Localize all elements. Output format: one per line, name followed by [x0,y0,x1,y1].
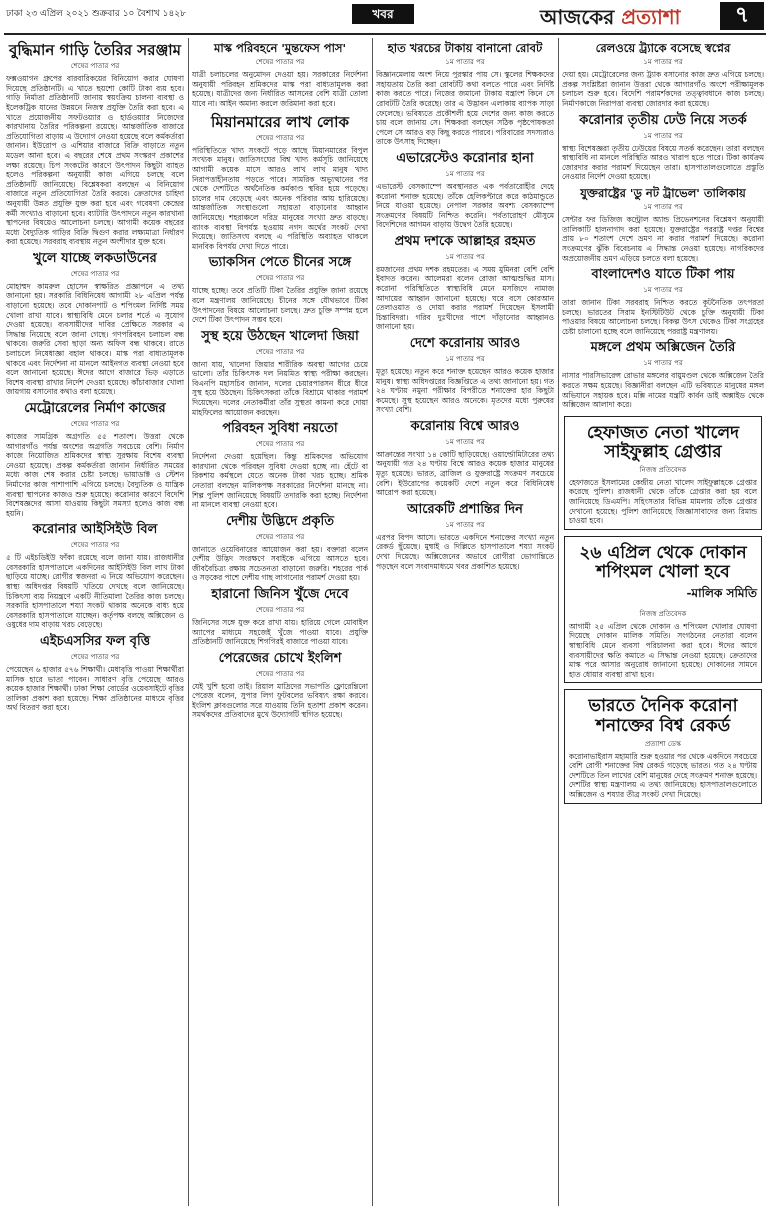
story-byline: ১ম পাতার পর [445,354,485,363]
story-body: রমজানের প্রথম দশক রহমতের। এ সময় মুমিনরা বেশি বেশি ইবাদত করেন। আলেমরা বলেন রোজা আত্মশুদ্ধির মাস। করোনা পরিস্থিতিতে স্বাস্থ্যবিধি মেনে মসজিদে নামাজ আদায়ের আহ্বান জানানো হয়েছে। ঘরে বসে কোরআন তেলাওয়াত ও দোয়া করার পরামর্শ দিয়েছেন ইসলামী চিন্তাবিদরা। গরিব দুঃখীদের পাশে দাঁড়ানোর আহ্বানও জানানো হয়। [376,264,554,332]
story-byline: শেষের পাতার পর [70,652,120,661]
news-story [192,330,368,418]
story-headline: খুলে যাচ্ছে লকডাউনের [33,250,157,266]
story-body: স্বাস্থ্য বিশেষজ্ঞরা তৃতীয় ঢেউয়ের বিষয়ে সতর্ক করেছেন। তারা বলছেন স্বাস্থ্যবিধি না মানলে পরিস্থিতি আরও খারাপ হতে পারে। টিকা কার্যক্রম জোরদার করার পরামর্শ দিয়েছেন তারা। হাসপাতালগুলোতে প্রস্তুতি নেওয়ার নির্দেশ দেওয়া হয়েছে। [562,143,764,182]
story-body: মৃত্যু হয়েছে। নতুন করে শনাক্ত হয়েছেন আরও কয়েক হাজার মানুষ। স্বাস্থ্য অধিদপ্তরের বিজ্ঞপ্তিতে এ তথ্য জানানো হয়। গত ২৪ ঘণ্টায় নমুনা পরীক্ষার বিপরীতে শনাক্তের হার কিছুটা কমেছে। সুস্থ হয়েছেন আরও অনেকে। মৃতদের মধ্যে পুরুষের সংখ্যা বেশি। [376,366,554,415]
news-story [376,152,554,230]
story-headline: করোনার আইসিইউ বিল [32,522,158,538]
story-byline: ১ম পাতার পর [445,520,485,529]
news-story [192,42,368,109]
story-headline: মিয়ানমারের লাখ লোক [211,112,349,131]
story-headline: মাস্ক পরিবহনে 'মুন্তফেস পাস' [213,41,347,55]
news-story [562,341,764,409]
story-headline: দেশে করোনায় আরও [409,335,521,351]
logo-word-2: প্রত্যাশা [621,5,681,29]
story-byline: ১ম পাতার পর [445,169,485,178]
story-byline: শেষের পাতার পর [70,269,120,278]
story-body: নাসার পারসিভারেন্স রোভার মঙ্গলের বায়ুমণ্ডল থেকে অক্সিজেন তৈরি করতে সক্ষম হয়েছে। বিজ্ঞানীরা বলছেন এটি ভবিষ্যতে মানুষের মঙ্গল অভিযানে সহায়ক হবে। মক্সি নামের যন্ত্রটি কার্বন ডাই অক্সাইড থেকে অক্সিজেন আলাদা করে। [562,371,764,410]
story-headline: যুক্তরাষ্ট্রের 'ডু নট ট্রাভেল' তালিকায় [580,185,746,200]
logo-word-1: আজকের [540,5,615,29]
story-subheadline: -মালিক সমিতি [686,585,757,600]
news-story [192,652,368,720]
news-story [376,235,554,332]
story-headline: এইচএসসির ফল বৃত্তি [39,633,151,649]
story-body: আগামী ২৫ এপ্রিল থেকে দোকান ও শপিংমল খোলার ঘোষণা দিয়েছে দোকান মালিক সমিতি। সংগঠনের নেতারা বলেন স্বাস্থ্যবিধি মেনে ব্যবসা পরিচালনা করা হবে। ঈদের আগে ব্যবসায়ীদের ক্ষতি কমাতে এ সিদ্ধান্ত নেওয়া হয়েছে। ক্রেতাদের মাস্ক পরে আসার অনুরোধ জানানো হয়েছে। দোকানের সামনে হাত ধোয়ার ব্যবস্থা রাখা হবে। [569,621,757,679]
news-story [6,402,184,518]
story-headline: হারানো জিনিস খুঁজে দেবে [211,587,349,602]
news-story [562,268,764,336]
story-byline: ১ম পাতার পর [643,203,683,212]
news-story [376,503,554,571]
story-byline: নিজস্ব প্রতিবেদক [639,609,687,618]
story-headline: বুদ্ধিমান গাড়ি তৈরির সরঞ্জাম [9,41,181,59]
story-body: জানা যায়, খালেদা জিয়ার শারীরিক অবস্থা আগের চেয়ে ভালো। তাঁর চিকিৎসক দল নিয়মিত স্বাস্থ্য পরীক্ষা করছেন। বিএনপি মহাসচিব জানান, দলের চেয়ারপারসন ধীরে ধীরে সুস্থ হয়ে উঠছেন। চিকিৎসকরা তাঁকে বিশ্রামে থাকার পরামর্শ দিয়েছেন। দলের নেতাকর্মীরা তাঁর সুস্থতা কামনা করে দোয়া মাহফিলের আয়োজন করছেন। [192,359,368,417]
section-label: খবর [352,4,414,24]
story-byline: নিজস্ব প্রতিবেদক [639,465,687,474]
story-body: আক্রান্তের সংখ্যা ১৪ কোটি ছাড়িয়েছে। ওয়ার্ল্ডোমিটারের তথ্য অনুযায়ী গত ২৪ ঘণ্টায় বিশ্বে আরও কয়েক হাজার মানুষের মৃত্যু হয়েছে। ভারত, ব্রাজিল ও যুক্তরাষ্ট্রে সংক্রমণ সবচেয়ে বেশি। ইউরোপের কয়েকটি দেশে নতুন করে বিধিনিষেধ আরোপ করা হয়েছে। [376,449,554,498]
news-story [6,252,184,397]
story-headline: আরেকটি প্রশান্তির দিন [407,501,523,517]
news-story [376,420,554,498]
story-headline: প্রথম দশকে আল্লাহর রহমত [394,233,536,249]
story-headline: বাংলাদেশও যাতে টিকা পায় [591,267,735,283]
story-headline: এভারেস্টেও করোনার হানা [396,150,534,166]
story-body: জিনিসের সঙ্গে যুক্ত করে রাখা যায়। হারিয়ে গেলে মোবাইল অ্যাপের মাধ্যমে সহজেই খুঁজে পাওয়া যাবে। প্রযুক্তি প্রতিষ্ঠানটি জানিয়েছে শিগগিরই বাজারে পাওয়া যাবে। [192,617,368,647]
story-body: যাত্রী চলাচলের অনুমোদন দেওয়া হয়। সরকারের নির্দেশনা অনুযায়ী পরিবহন শ্রমিকদের মাস্ক পরা বাধ্যতামূলক করা হয়েছে। যাত্রীদের জন্য নির্ধারিত আসনের বেশি যাত্রী তোলা যাবে না। আইন অমান্য করলে জরিমানা করা হবে। [192,70,368,108]
news-story [192,422,368,510]
story-byline: ১ম পাতার পর [445,252,485,261]
story-byline: শেষের পাতার পর [255,605,305,614]
story-headline: রেলওয়ে ট্র্যাকে বসেছে স্বপ্নের [595,41,731,55]
newspaper-logo [540,3,680,36]
story-byline: শেষের পাতার পর [255,274,305,283]
news-story [376,337,554,415]
story-byline: ১ম পাতার পর [643,286,683,295]
news-story [376,42,554,147]
story-body: এভারেস্ট বেসক্যাম্পে অবস্থানরত এক পর্বতারোহীর দেহে করোনা শনাক্ত হয়েছে। তাঁকে হেলিকপ্টারে করে কাঠমান্ডুতে নিয়ে যাওয়া হয়েছে। নেপাল সরকার অবশ্য বেসক্যাম্পে সংক্রমণের বিষয়টি নিশ্চিত করেনি। পর্বতারোহণ মৌসুমে বিদেশিদের আগমন বাড়ায় উদ্বেগ তৈরি হয়েছে। [376,181,554,230]
story-headline: ভারতে দৈনিক করোনা শনাক্তের বিশ্ব রেকর্ড [588,696,738,736]
page-number: ৭ [720,2,764,30]
story-byline: ১ম পাতার পর [445,58,485,67]
story-body: কাজের সামগ্রিক অগ্রগতি ৫৫ শতাংশ। উত্তরা থেকে আগারগাঁও পর্যন্ত অংশের অগ্রগতি সবচেয়ে বেশি। নির্মাণ কাজে নিয়োজিত শ্রমিকদের স্বাস্থ্য সুরক্ষায় বিশেষ ব্যবস্থা নেওয়া হয়েছে। প্রকল্প কর্মকর্তারা জানান নির্ধারিত সময়ের মধ্যে কাজ শেষ করার চেষ্টা চলছে। ভায়াডাক্ট ও স্টেশন নির্মাণের কাজ পাশাপাশি এগিয়ে চলছে। বৈদ্যুতিক ও যান্ত্রিক ব্যবস্থা স্থাপনের কাজও শুরু হয়েছে। করোনার কারণে বিদেশি বিশেষজ্ঞদের আসা যাওয়ায় কিছুটা সমস্যা হলেও কাজ বন্ধ হয়নি। [6,431,184,518]
story-body: জানাতে ওয়েবিনারের আয়োজন করা হয়। বক্তারা বলেন দেশীয় উদ্ভিদ সংরক্ষণে সবাইকে এগিয়ে আসতে হবে। জীববৈচিত্র্য রক্ষায় সচেতনতা বাড়ানো জরুরি। শহরের পার্ক ও সড়কের পাশে দেশীয় গাছ লাগানোর পরামর্শ দেওয়া হয়। [192,544,368,583]
news-story [562,114,764,182]
story-byline: ১ম পাতার পর [445,437,485,446]
story-headline: করোনায় বিশ্বে আরও [410,418,520,434]
story-headline: করোনার তৃতীয় ঢেউ নিয়ে সতর্ক [579,112,747,128]
story-body: যাচ্ছে হচ্ছে। তবে প্রতিটি টিকা তৈরির প্রযুক্তি জানা রয়েছে বলে মন্ত্রণালয় জানিয়েছে। চীনের সঙ্গে যৌথভাবে টিকা উৎপাদনের বিষয়ে আলোচনা চলছে। দ্রুত চুক্তি সম্পন্ন হলে দেশে টিকা উৎপাদন সম্ভব হবে। [192,286,368,325]
column-1 [6,38,184,1208]
story-body: যেই খুশি হবো তাই। রিয়াল মাদ্রিদের সভাপতি ফ্লোরেন্তিনো পেরেজ বলেন, সুপার লিগ ফুটবলের ভবিষ্যৎ রক্ষা করবে। ইংলিশ ক্লাবগুলোর সরে যাওয়ায় তিনি হতাশা প্রকাশ করেন। সমর্থকদের প্রতিবাদের মুখে উদ্যোগটি স্থগিত হয়েছে। [192,681,368,720]
story-body: ৫ টি এইচডিইউ ফাঁকা রয়েছে বলে জানা যায়। রাজধানীর বেসরকারি হাসপাতালে একদিনের আইসিইউ বিল লাখ টাকা ছাড়িয়ে যাচ্ছে। রোগীর স্বজনরা এ নিয়ে অভিযোগ করেছেন। স্বাস্থ্য অধিদপ্তর বিষয়টি খতিয়ে দেখছে বলে জানিয়েছে। চিকিৎসা ব্যয় নিয়ন্ত্রণে একটি নীতিমালা তৈরির কাজ চলছে। সরকারি হাসপাতালে শয্যা সংকট থাকায় অনেকে বাধ্য হয়ে বেসরকারি হাসপাতালে যাচ্ছেন। কর্তৃপক্ষ বলছে অক্সিজেন ও ওষুধের দাম বাড়ায় খরচ বেড়েছে। [6,553,184,630]
story-headline: হেফাজত নেতা খালেদ সাইফুল্লাহ গ্রেপ্তার [586,422,740,463]
story-body: মোহাম্মদ কামরুল হোসেন স্বাক্ষরিত প্রজ্ঞাপনে এ তথ্য জানানো হয়। সরকারি বিধিনিষেধ আগামী ২৮ এপ্রিল পর্যন্ত বাড়ানো হয়েছে। তবে দোকানপাট ও শপিংমল নির্দিষ্ট সময় খোলা রাখা যাবে। স্বাস্থ্যবিধি মেনে চলার শর্তে এ সুযোগ দেওয়া হয়েছে। ব্যবসায়ীদের দাবির প্রেক্ষিতে সরকার এ সিদ্ধান্ত নিয়েছে বলে জানা গেছে। গণপরিবহন চলাচল বন্ধ থাকবে। জরুরি সেবা ছাড়া অন্য অফিস বন্ধ থাকবে। রাতে চলাচলে নিষেধাজ্ঞা বহাল থাকবে। মাস্ক পরা বাধ্যতামূলক থাকবে এবং নির্দেশনা না মানলে আইনগত ব্যবস্থা নেওয়া হবে বলে জানানো হয়েছে। ঈদের আগে বাজারে ভিড় এড়াতে বিশেষ ব্যবস্থা রাখার নির্দেশ দেওয়া হয়েছে। কাঁচাবাজার খোলা জায়গায় বসানোর কথাও বলা হয়েছে। [6,281,184,397]
story-body: নির্দেশনা দেওয়া হয়েছিল। কিন্তু শ্রমিকদের অভিযোগ কারখানা থেকে পরিবহন সুবিধা দেওয়া হচ্ছে না। হেঁটে বা রিকশায় কর্মস্থলে যেতে অনেক টাকা খরচ হচ্ছে। শ্রমিক নেতারা বলছেন মালিকপক্ষ সরকারের নির্দেশনা মানছে না। শিল্প পুলিশ জানিয়েছে বিষয়টি তদারকি করা হচ্ছে। নির্দেশনা না মানলে ব্যবস্থা নেওয়া হবে। [192,452,368,510]
story-body: দেয়া হয়। মেট্রোরেলের জন্য ট্র্যাক বসানোর কাজ দ্রুত এগিয়ে চলছে। প্রকল্প সংশ্লিষ্টরা জানান উত্তরা থেকে আগারগাঁও অংশে পরীক্ষামূলক চলাচল শুরু হবে। বিদেশি পরামর্শকদের তত্ত্বাবধানে কাজ চলছে। নির্মাণকাজে নিরাপত্তা ব্যবস্থা জোরদার করা হয়েছে। [562,70,764,108]
featured-story [564,536,762,684]
story-byline: প্রত্যাশা ডেস্ক [645,739,681,748]
story-body: বিজ্ঞানমেলায় অংশ নিয়ে পুরস্কার পায় সে। স্কুলের শিক্ষকদের সহায়তায় তৈরি করা রোবটটি কথা বলতে পারে এবং নির্দিষ্ট কাজ করতে পারে। নিজের জমানো টাকায় যন্ত্রাংশ কিনে সে রোবটটি তৈরি করেছে। তার এ উদ্ভাবন এলাকায় ব্যাপক সাড়া ফেলেছে। ভবিষ্যতে প্রকৌশলী হয়ে দেশের জন্য কাজ করতে চায় বলে জানায় সে। শিক্ষকরা বলছেন সঠিক পৃষ্ঠপোষকতা পেলে সে আরও বড় কিছু করতে পারবে। পরিবারের সদস্যরাও তাকে উৎসাহ দিচ্ছেন। [376,70,554,147]
story-body: তারা জানান টিকা সরবরাহ নিশ্চিত করতে কূটনৈতিক তৎপরতা চলছে। ভারতের সিরাম ইনস্টিটিউট থেকে চুক্তি অনুযায়ী টিকা পাওয়ার বিষয়ে আলোচনা চলছে। বিকল্প উৎস থেকেও টিকা সংগ্রহের চেষ্টা চালানো হচ্ছে বলে জানিয়েছে পররাষ্ট্র মন্ত্রণালয়। [562,298,764,336]
featured-story [564,416,762,530]
story-byline: শেষের পাতার পর [255,347,305,356]
news-story [562,42,764,109]
story-byline: শেষের পাতার পর [255,532,305,541]
story-byline: শেষের পাতার পর [70,419,120,428]
news-story [6,635,184,713]
column-4 [562,38,764,1208]
story-headline: পেরেজের চোখে ইংলিশ [218,650,342,666]
story-body: পেয়েছেন ৬ হাজার ৫৭৬ শিক্ষার্থী। মেধাবৃত্তি পাওয়া শিক্ষার্থীরা মাসিক হারে ভাতা পাবেন। সাধারণ বৃত্তি পেয়েছে আরও কয়েক হাজার শিক্ষার্থী। ঢাকা শিক্ষা বোর্ডের ওয়েবসাইটে বৃত্তির তালিকা প্রকাশ করা হয়েছে। শিক্ষা প্রতিষ্ঠানের মাধ্যমে বৃত্তির অর্থ বিতরণ করা হবে। [6,664,184,713]
story-headline: মেট্রোরেলের নির্মাণ কাজের [24,401,166,416]
story-headline: হাত খরচের টাকায় বানানো রোবট [387,41,543,55]
news-story [192,114,368,252]
header-rule [4,33,766,35]
story-body: পরিস্থিতিতে খাদ্য সংকটে পড়ে আছে মিয়ানমারের বিপুল সংখ্যক মানুষ। জাতিসংঘের বিশ্ব খাদ্য কর্মসূচি জানিয়েছে আগামী কয়েক মাসে আরও লাখ লাখ মানুষ খাদ্য নিরাপত্তাহীনতায় পড়তে পারে। সামরিক অভ্যুত্থানের পর থেকে দেশটিতে অর্থনৈতিক কর্মকাণ্ড স্থবির হয়ে পড়েছে। চালের দাম বেড়েছে এবং অনেক পরিবার আয় হারিয়েছে। আন্তর্জাতিক সংস্থাগুলো সহায়তা বাড়ানোর আহ্বান জানিয়েছে। শহরাঞ্চলে দরিদ্র মানুষের সংখ্যা দ্রুত বাড়ছে। ব্যাংক ব্যবস্থা বিপর্যস্ত হওয়ায় নগদ অর্থের সংকট দেখা দিয়েছে। জাতিসংঘ বলছে এ পরিস্থিতি অব্যাহত থাকলে মানবিক বিপর্যয় দেখা দিতে পারে। [192,145,368,251]
story-headline: মঙ্গলে প্রথম অক্সিজেন তৈরি [590,340,736,356]
story-byline: ১ম পাতার পর [643,58,683,67]
story-byline: ১ম পাতার পর [643,359,683,368]
column-divider [558,38,559,1206]
story-headline: ভ্যাকসিন পেতে চীনের সঙ্গে [208,255,352,271]
news-story [6,523,184,630]
story-body: হেফাজতে ইসলামের কেন্দ্রীয় নেতা খালেদ সাইফুল্লাহকে গ্রেপ্তার করেছে পুলিশ। রাজধানী থেকে তাঁকে গ্রেপ্তার করা হয় বলে জানিয়েছে ডিএমপি। সহিংসতার বিভিন্ন মামলায় তাঁকে গ্রেপ্তার দেখানো হয়েছে। পুলিশ জানিয়েছে জিজ্ঞাসাবাদের জন্য রিমান্ড চাওয়া হবে। [569,477,757,526]
issue-date: ঢাকা ২৩ এপ্রিল ২০২১ শুক্রবার ১০ বৈশাখ ১৪২৮ [6,9,186,19]
news-story [6,42,184,247]
news-story [192,515,368,583]
news-story [192,256,368,324]
story-body: এরপর বিপদ আসে। ভারতে একদিনে শনাক্তের সংখ্যা নতুন রেকর্ড ছুঁয়েছে। মুম্বাই ও দিল্লিতে হাসপাতালে শয্যা সংকট দেখা দিয়েছে। অক্সিজেনের অভাবে রোগীরা ভোগান্তিতে পড়ছেন বলে সংবাদমাধ্যমে খবর প্রকাশিত হয়েছে। [376,532,554,571]
column-divider [372,38,373,1206]
news-story [562,187,764,263]
story-byline: শেষের পাতার পর [70,62,120,71]
story-byline: শেষের পাতার পর [255,669,305,678]
column-divider [188,38,189,1206]
featured-story [564,689,762,803]
story-headline: সুস্থ হয়ে উঠছেন খালেদা জিয়া [201,328,359,344]
column-2 [192,38,368,1208]
column-3 [376,38,554,1208]
story-byline: শেষের পাতার পর [255,440,305,449]
story-headline: ২৬ এপ্রিল থেকে দোকান শপিংমল খোলা হবে [579,542,747,583]
story-byline: শেষের পাতার পর [255,133,305,142]
story-body: ফক্সওয়াগন গ্রুপের বারবারিকয়ের বিনিয়োগ করার ঘোষণা দিয়েছে প্রতিষ্ঠানটি। এ খাতে ছয়শো কোটি টাকা ব্যয় হবে। গাড়ি নির্মাতা প্রতিষ্ঠানটি জানায় স্বয়ংক্রিয় চালনা ব্যবস্থা ও ইলেকট্রিক যানের উন্নয়নে নিজস্ব প্রযুক্তি তৈরি করা হবে। এ খাতে প্রয়োজনীয় সফটওয়্যার ও হার্ডওয়্যার নিজেদের কারখানায় তৈরির পরিকল্পনা রয়েছে। আন্তর্জাতিক বাজারে প্রতিযোগিতা বাড়ায় এ উদ্যোগ নেওয়া হয়েছে বলে কর্মকর্তারা জানান। ইউরোপ ও এশিয়ার বাজারে বিক্রি বাড়াতে নতুন মডেল আনা হবে। এ বছরের শেষে প্রথম সংস্করণ প্রকাশের লক্ষ্য রয়েছে। চিপ সংকটের কারণে উৎপাদন কিছুটা ব্যাহত হলেও পরিকল্পনা অনুযায়ী কাজ এগিয়ে চলছে বলে প্রতিষ্ঠানটি জানিয়েছে। বিশ্লেষকরা বলছেন এ বিনিয়োগ বাজারে নতুন প্রতিযোগিতা তৈরি করবে। ক্রেতাদের চাহিদা অনুযায়ী উন্নত প্রযুক্তি যুক্ত করা হবে এবং গবেষণা কেন্দ্রের কর্মী সংখ্যাও বাড়ানো হবে। ব্যাটারি উৎপাদনে নতুন কারখানা স্থাপনের বিষয়েও আলোচনা চলছে। আগামী কয়েক বছরের মধ্যে বৈদ্যুতিক গাড়ির বিক্রি দ্বিগুণ করার লক্ষ্যমাত্রা নির্ধারণ করা হয়েছে। সরবরাহ ব্যবস্থায় নতুন অংশীদার যুক্ত হবে। [6,74,184,247]
story-body: সেন্টার ফর ডিজিজ কন্ট্রোল অ্যান্ড প্রিভেনশনের বিশ্লেষণ অনুযায়ী তালিকাটি হালনাগাদ করা হয়েছে। যুক্তরাষ্ট্রের পররাষ্ট্র দপ্তর বিশ্বের প্রায় ৮০ শতাংশ দেশে ভ্রমণ না করার পরামর্শ দিয়েছে। করোনা সংক্রমণের ঝুঁকি বিবেচনায় এ সিদ্ধান্ত নেওয়া হয়েছে। নাগরিকদের অপ্রয়োজনীয় ভ্রমণ এড়িয়ে চলতে বলা হয়েছে। [562,215,764,263]
story-byline: ১ম পাতার পর [643,131,683,140]
story-headline: দেশীয় উদ্ভিদে প্রকৃতি [226,513,334,529]
page-header [0,0,770,36]
story-byline: শেষের পাতার পর [255,58,305,67]
story-body: করোনাভাইরাস মহামারি শুরু হওয়ার পর থেকে একদিনে সবচেয়ে বেশি রোগী শনাক্তের বিশ্ব রেকর্ড গড়েছে ভারত। গত ২৪ ঘণ্টায় দেশটিতে তিন লাখের বেশি মানুষের দেহে সংক্রমণ শনাক্ত হয়েছে। দেশটির স্বাস্থ্য মন্ত্রণালয় এ তথ্য জানিয়েছে। হাসপাতালগুলোতে অক্সিজেন ও শয্যার তীব্র সংকট দেখা দিয়েছে। [569,751,757,799]
story-byline: শেষের পাতার পর [70,541,120,550]
story-headline: পরিবহন সুবিধা নয়তো [222,421,338,437]
news-story [192,588,368,647]
